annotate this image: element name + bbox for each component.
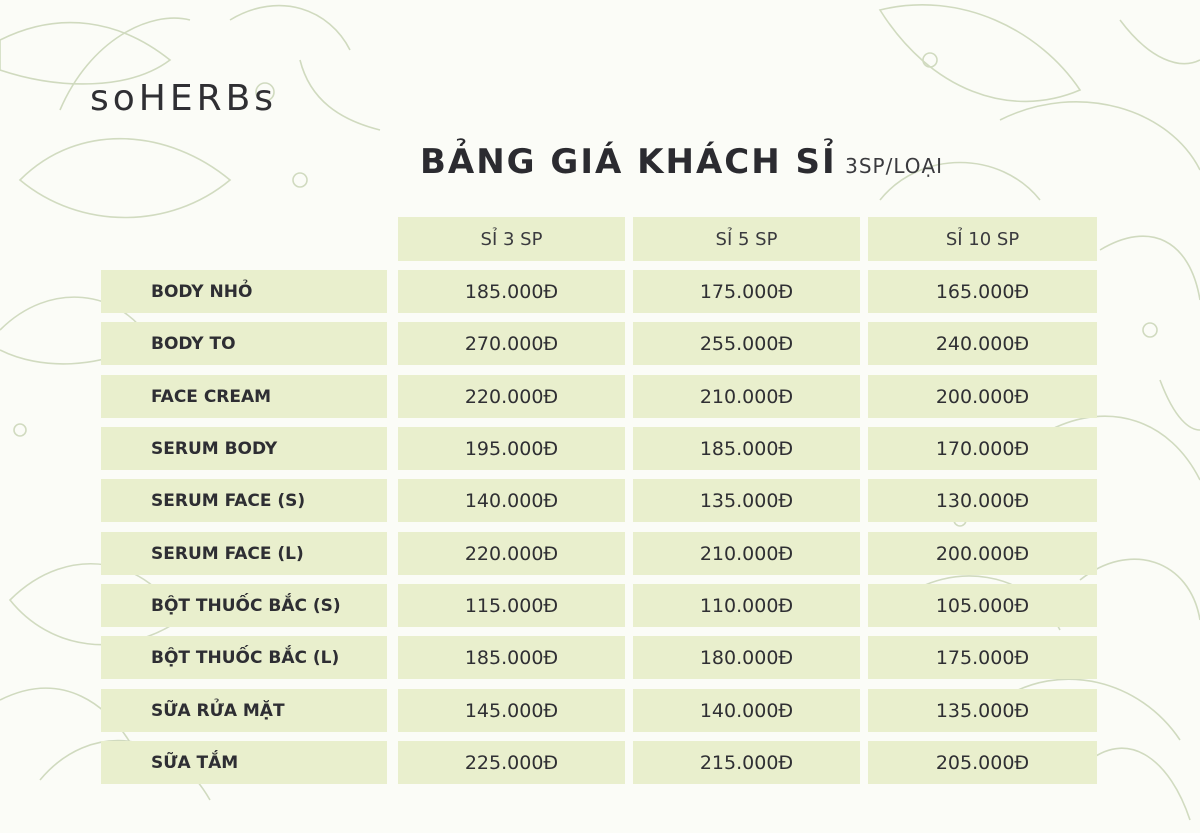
brand-logo: soHERBs <box>90 78 278 119</box>
price-cell: 205.000Đ <box>868 741 1097 784</box>
price-cell: 210.000Đ <box>633 532 860 575</box>
page-title: BẢNG GIÁ KHÁCH SỈ <box>420 142 837 182</box>
product-name: SỮA RỬA MẶT <box>101 689 387 732</box>
price-cell: 210.000Đ <box>633 375 860 418</box>
product-name: SERUM FACE (S) <box>101 479 387 522</box>
page-header <box>420 142 943 182</box>
price-cell: 135.000Đ <box>868 689 1097 732</box>
price-cell: 145.000Đ <box>398 689 625 732</box>
price-cell: 200.000Đ <box>868 375 1097 418</box>
price-cell: 200.000Đ <box>868 532 1097 575</box>
price-cell: 140.000Đ <box>398 479 625 522</box>
price-cell: 225.000Đ <box>398 741 625 784</box>
product-name: BỘT THUỐC BẮC (S) <box>101 584 387 627</box>
page-subtitle: 3SP/LOẠI <box>845 154 944 178</box>
product-name: BỘT THUỐC BẮC (L) <box>101 636 387 679</box>
price-cell: 185.000Đ <box>398 270 625 313</box>
price-cell: 215.000Đ <box>633 741 860 784</box>
price-cell: 180.000Đ <box>633 636 860 679</box>
product-name: SERUM FACE (L) <box>101 532 387 575</box>
price-cell: 170.000Đ <box>868 427 1097 470</box>
price-cell: 240.000Đ <box>868 322 1097 365</box>
price-cell: 115.000Đ <box>398 584 625 627</box>
price-cell: 270.000Đ <box>398 322 625 365</box>
price-cell: 135.000Đ <box>633 479 860 522</box>
price-cell: 255.000Đ <box>633 322 860 365</box>
product-name: BODY TO <box>101 322 387 365</box>
price-cell: 185.000Đ <box>633 427 860 470</box>
price-cell: 220.000Đ <box>398 532 625 575</box>
column-header: SỈ 10 SP <box>868 217 1097 261</box>
product-name: FACE CREAM <box>101 375 387 418</box>
price-cell: 140.000Đ <box>633 689 860 732</box>
price-cell: 110.000Đ <box>633 584 860 627</box>
price-cell: 165.000Đ <box>868 270 1097 313</box>
product-name: BODY NHỎ <box>101 270 387 313</box>
column-header: SỈ 5 SP <box>633 217 860 261</box>
price-cell: 185.000Đ <box>398 636 625 679</box>
column-header: SỈ 3 SP <box>398 217 625 261</box>
price-cell: 220.000Đ <box>398 375 625 418</box>
price-cell: 175.000Đ <box>633 270 860 313</box>
price-cell: 195.000Đ <box>398 427 625 470</box>
product-name: SERUM BODY <box>101 427 387 470</box>
price-cell: 130.000Đ <box>868 479 1097 522</box>
price-cell: 105.000Đ <box>868 584 1097 627</box>
price-cell: 175.000Đ <box>868 636 1097 679</box>
product-name: SỮA TẮM <box>101 741 387 784</box>
